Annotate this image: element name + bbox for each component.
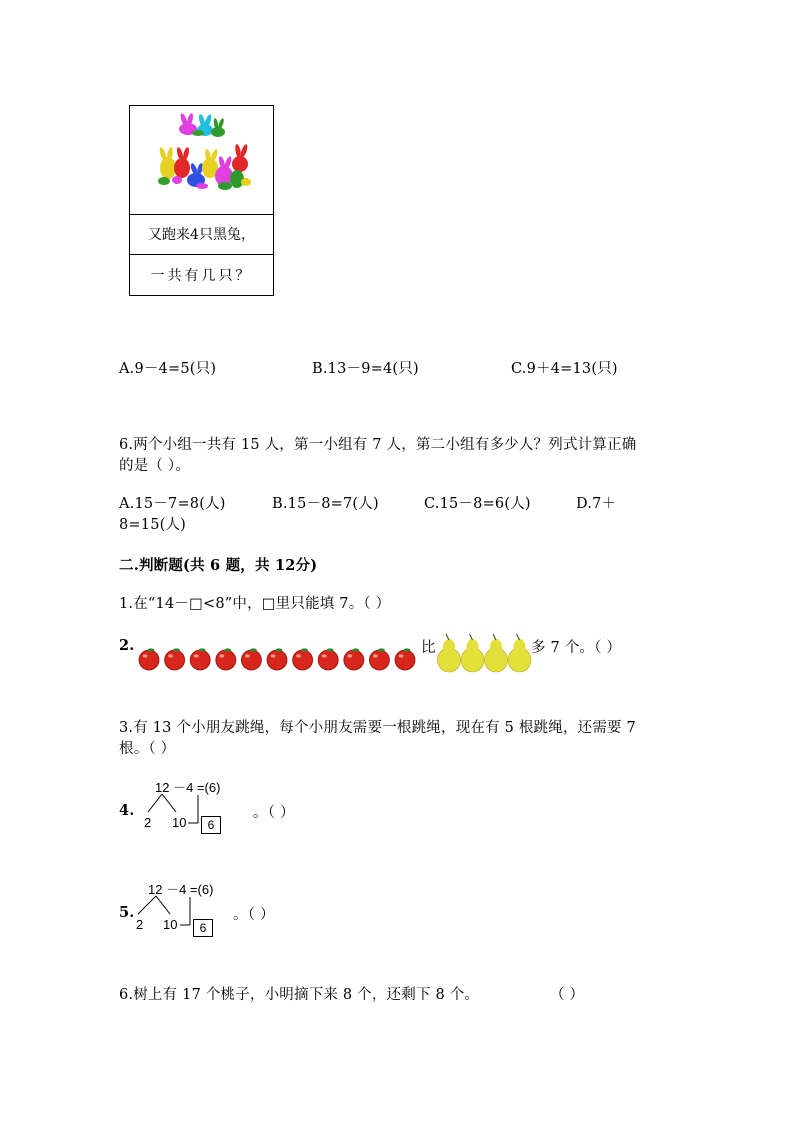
pear-icon: [461, 634, 484, 672]
q5-option-c: C.9＋4=13(只): [511, 361, 618, 377]
judge-question-1: 1.在“14－□<8”中，□里只能填 7。（ ）: [119, 596, 391, 612]
judge-question-6: 6.树上有 17 个桃子，小明摘下来 8 个，还剩下 8 个。: [119, 987, 480, 1003]
apple-icon: [395, 648, 415, 670]
judge-question-4-tail: 。（ ）: [253, 805, 295, 821]
q6-text-line2: 的是（ ）。: [119, 458, 191, 474]
apple-icon: [267, 648, 287, 670]
rabbit-picture-table: [129, 105, 274, 296]
pear-icon: [508, 634, 531, 672]
apple-icon: [165, 648, 185, 670]
apple-icon: [369, 648, 389, 670]
pears-row: [436, 632, 532, 674]
rabbits-icon: [130, 106, 273, 214]
apple-icon: [139, 648, 159, 670]
j4-answer-box: 6: [201, 816, 221, 834]
j5-right-part: 10: [163, 917, 178, 932]
j5-left-part: 2: [136, 917, 144, 932]
rabbit-picture-cell: [130, 106, 273, 215]
j4-right-part: 10: [172, 815, 187, 830]
q6-option-c: C.15－8=6(人): [424, 496, 531, 512]
rabbit-box-line1: 又跑来4只黑兔，: [130, 214, 273, 255]
judge-question-3-line2: 根。（ ）: [119, 741, 176, 757]
pear-icon: [485, 634, 508, 672]
q6-text-line1: 6.两个小组一共有 15 人，第一小组有 7 人，第二小组有多少人？列式计算正确: [119, 437, 637, 453]
q6-option-a: A.15－7=8(人): [119, 496, 226, 512]
j4-equation: 12 －4 =(6): [155, 780, 221, 795]
judge-question-2-tail: 多 7 个。（ ）: [531, 640, 622, 656]
judge-question-6-paren: （ ）: [550, 987, 585, 1003]
section-heading: 二.判断题(共 6 题，共 12分): [119, 557, 318, 574]
apple-icon: [190, 648, 210, 670]
apple-icon: [318, 648, 338, 670]
q6-option-d: D.7＋: [576, 496, 617, 512]
judge-question-2-bi: 比: [421, 640, 436, 656]
q5-option-b: B.13－9=4(只): [312, 361, 419, 377]
rabbit-icon: [230, 144, 251, 188]
q6-option-d-cont: 8=15(人): [119, 517, 187, 533]
judge-question-5-tail: 。（ ）: [233, 907, 275, 923]
rabbit-icon: [215, 156, 233, 190]
q5-option-a: A.9－4=5(只): [119, 361, 217, 377]
judge-question-3-line1: 3.有 13 个小朋友跳绳，每个小朋友需要一根跳绳，现在有 5 根跳绳，还需要 7: [119, 720, 636, 736]
rabbit-icon: [192, 114, 213, 136]
q6-option-b: B.15－8=7(人): [272, 496, 379, 512]
pear-icon: [438, 634, 461, 672]
apples-row: [138, 646, 418, 672]
apple-icon: [241, 648, 261, 670]
apple-icon: [216, 648, 236, 670]
judge-question-2-number: 2.: [119, 637, 135, 654]
rabbit-box-line2: 一共有几只？: [150, 268, 253, 284]
apple-icon: [344, 648, 364, 670]
apple-icon: [293, 648, 313, 670]
j5-equation: 12 －4 =(6): [148, 882, 214, 897]
j4-left-part: 2: [144, 815, 152, 830]
judge-question-4-number: 4.: [119, 802, 135, 819]
judge-question-5-number: 5.: [119, 904, 135, 921]
j5-answer-box: 6: [193, 919, 213, 937]
rabbit-icon: [211, 118, 225, 137]
